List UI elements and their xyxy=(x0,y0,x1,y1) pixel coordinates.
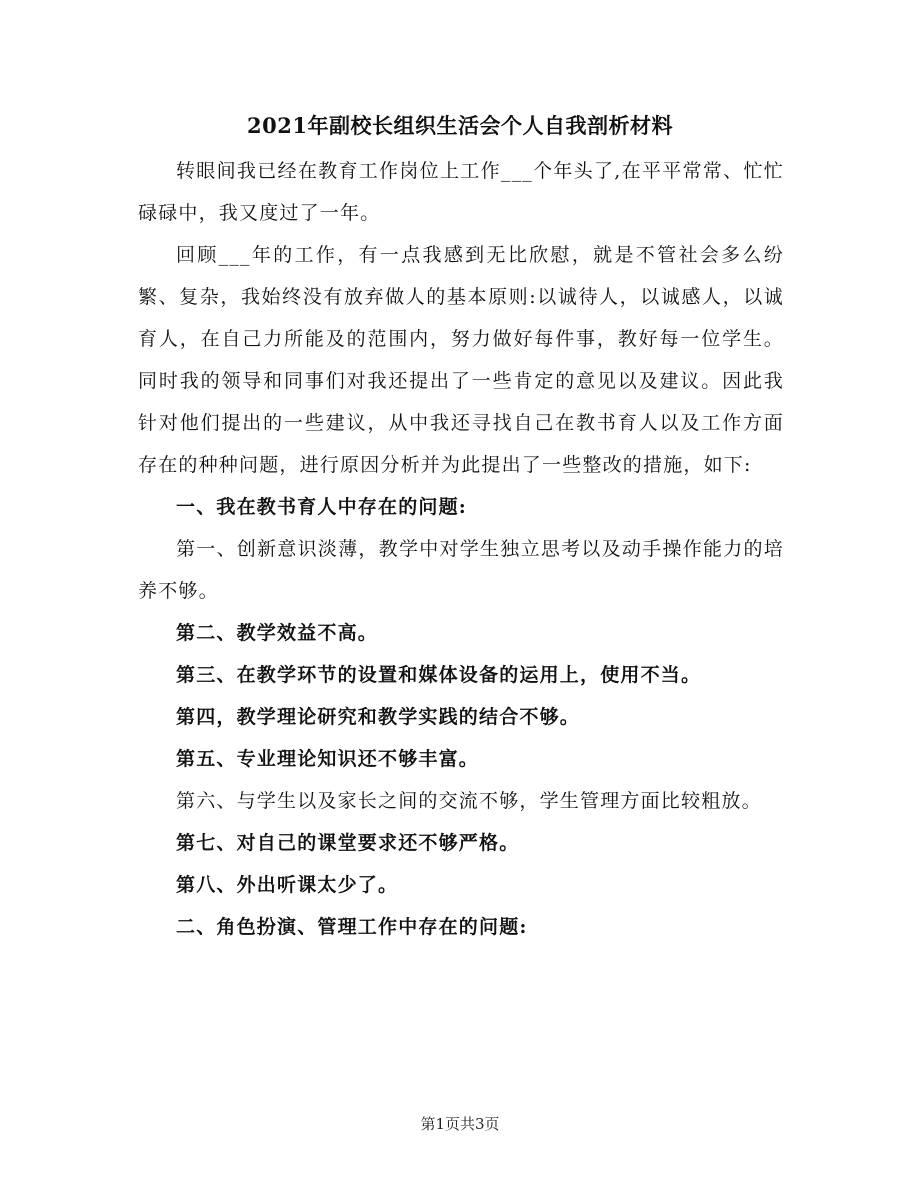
paragraph-review: 回顾___年的工作，有一点我感到无比欣慰，就是不管社会多么纷繁、复杂，我始终没有放弃做人的基本原则:以诚待人，以诚感人，以诚育人，在自己力所能及的范围内，努力做好每件事，教好每一位学生。同时我的领导和同事们对我还提出了一些肯定的意见以及建议。因此我针对他们提出的一些建议，从中我还寻找自己在教书育人以及工作方面存在的种种问题，进行原因分析并为此提出了一些整改的措施，如下: xyxy=(138,244,784,476)
problem-item-1: 第一、创新意识淡薄，教学中对学生独立思考以及动手操作能力的培养不够。 xyxy=(138,538,784,602)
problem-item-4: 第四，教学理论研究和教学实践的结合不够。 xyxy=(176,706,581,728)
problem-item-6: 第六、与学生以及家长之间的交流不够，学生管理方面比较粗放。 xyxy=(176,790,762,812)
problem-item-8: 第八、外出听课太少了。 xyxy=(176,874,399,896)
page-number-footer: 第1页共3页 xyxy=(420,1115,500,1133)
document-body xyxy=(138,150,784,948)
problem-item-7: 第七、对自己的课堂要求还不够严格。 xyxy=(176,832,520,854)
section-heading-teaching-problems: 一、我在教书育人中存在的问题: xyxy=(176,496,468,518)
problem-item-3: 第三、在教学环节的设置和媒体设备的运用上，使用不当。 xyxy=(176,664,702,686)
section-heading-management-problems: 二、角色扮演、管理工作中存在的问题: xyxy=(176,916,528,938)
document-title: 2021年副校长组织生活会个人自我剖析材料 xyxy=(247,113,673,138)
paragraph-intro: 转眼间我已经在教育工作岗位上工作___个年头了,在平平常常、忙忙碌碌中，我又度过了一年。 xyxy=(138,160,784,224)
problem-item-2: 第二、教学效益不高。 xyxy=(176,622,379,644)
problem-item-5: 第五、专业理论知识还不够丰富。 xyxy=(176,748,480,770)
